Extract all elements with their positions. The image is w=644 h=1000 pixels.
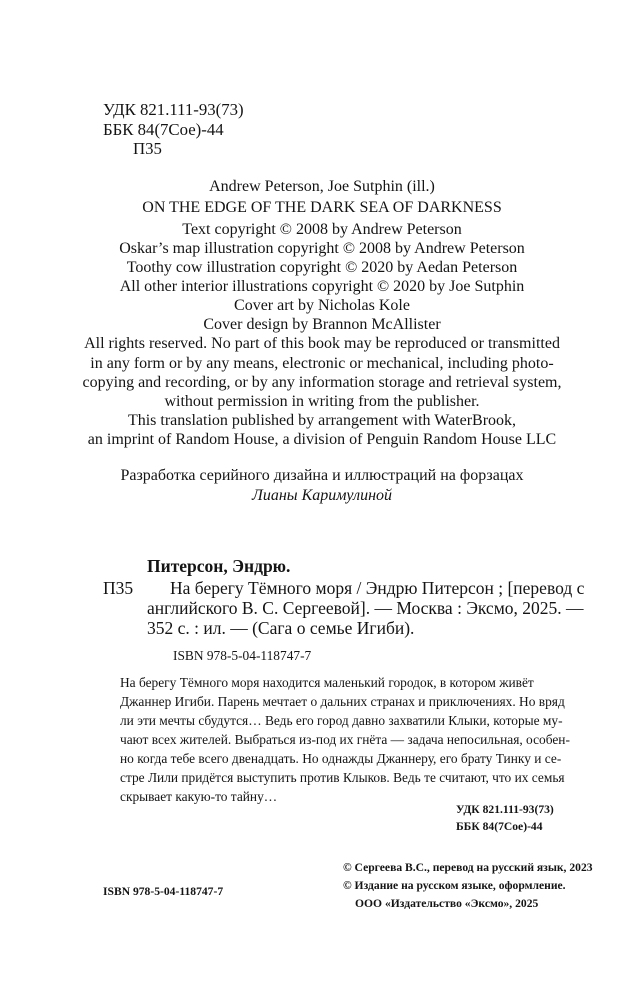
catalog-entry-line: английского В. С. Сергеевой]. — Москва : Эксмо, 2025. — bbox=[147, 598, 584, 618]
credits-line: Text copyright © 2008 by Andrew Peterson bbox=[182, 221, 462, 238]
rights-line: All rights reserved. No part of this book may be reproduced or transmitted bbox=[84, 335, 560, 352]
catalog-author-code: П35 bbox=[103, 578, 134, 598]
annotation-line: чают всех жителей. Выбраться из-под их гнёта — задача непосильная, особен- bbox=[120, 732, 570, 747]
credits-line: Toothy cow illustration copyright © 2020 by Aedan Peterson bbox=[126, 259, 518, 276]
rights-line: in any form or by any means, electronic or mechanical, including photo- bbox=[90, 355, 554, 372]
annotation-bbk-code: ББК 84(7Сое)-44 bbox=[456, 820, 543, 833]
credits-line: All other interior illustrations copyright © 2020 by Joe Sutphin bbox=[119, 278, 525, 295]
footer-copyright-line: ООО «Издательство «Эксмо», 2025 bbox=[355, 897, 539, 910]
credits-line: Cover design by Brannon McAllister bbox=[203, 316, 441, 333]
series-design-designer: Лианы Каримулиной bbox=[251, 487, 393, 504]
rights-line: without permission in writing from the publisher. bbox=[164, 393, 480, 410]
series-design-line: Разработка серийного дизайна и иллюстраций на форзацах bbox=[120, 467, 524, 484]
top-udk-code: УДК 821.111-93(73) bbox=[103, 100, 244, 119]
annotation-udk-code: УДК 821.111-93(73) bbox=[456, 803, 554, 816]
annotation-line: ли эти мечты сбудутся… Ведь его город давно захватили Клыки, которые му- bbox=[120, 713, 563, 728]
footer-isbn: ISBN 978-5-04-118747-7 bbox=[103, 885, 224, 898]
catalog-isbn: ISBN 978-5-04-118747-7 bbox=[173, 648, 312, 663]
credits-authors: Andrew Peterson, Joe Sutphin (ill.) bbox=[209, 178, 435, 195]
annotation-line: На берегу Тёмного моря находится маленький городок, в котором живёт bbox=[120, 675, 534, 690]
top-author-code: П35 bbox=[133, 139, 162, 158]
footer-copyright-line: © Сергеева В.С., перевод на русский язык, 2023 bbox=[343, 861, 593, 874]
catalog-author-heading: Питерсон, Эндрю. bbox=[147, 556, 291, 576]
translation-line: This translation published by arrangement with WaterBrook, bbox=[127, 412, 517, 429]
catalog-entry-line: На берегу Тёмного моря / Эндрю Питерсон ; [перевод с bbox=[170, 578, 585, 598]
annotation-line: стре Лили придётся выступить против Клыков. Ведь те считают, что их семья bbox=[120, 770, 565, 785]
annotation-line: Джаннер Игиби. Парень мечтает о дальних странах и приключениях. Но вряд bbox=[120, 694, 565, 709]
catalog-entry-line: 352 с. : ил. — (Сага о семье Игиби). bbox=[147, 618, 415, 638]
top-bbk-code: ББК 84(7Сое)-44 bbox=[103, 120, 224, 139]
annotation-line: но когда тебе всего двенадцать. Но однажды Джаннеру, его брату Тинку и се- bbox=[120, 751, 562, 766]
credits-line: Cover art by Nicholas Kole bbox=[234, 297, 410, 314]
annotation-line: скрывает какую-то тайну… bbox=[120, 789, 278, 804]
footer-copyright-line: © Издание на русском языке, оформление. bbox=[343, 879, 566, 892]
rights-line: copying and recording, or by any information storage and retrieval system, bbox=[82, 374, 562, 391]
credits-line: Oskar’s map illustration copyright © 2008 by Andrew Peterson bbox=[119, 240, 525, 257]
translation-line: an imprint of Random House, a division of Penguin Random House LLC bbox=[87, 431, 557, 448]
credits-original-title: ON THE EDGE OF THE DARK SEA OF DARKNESS bbox=[142, 199, 502, 216]
